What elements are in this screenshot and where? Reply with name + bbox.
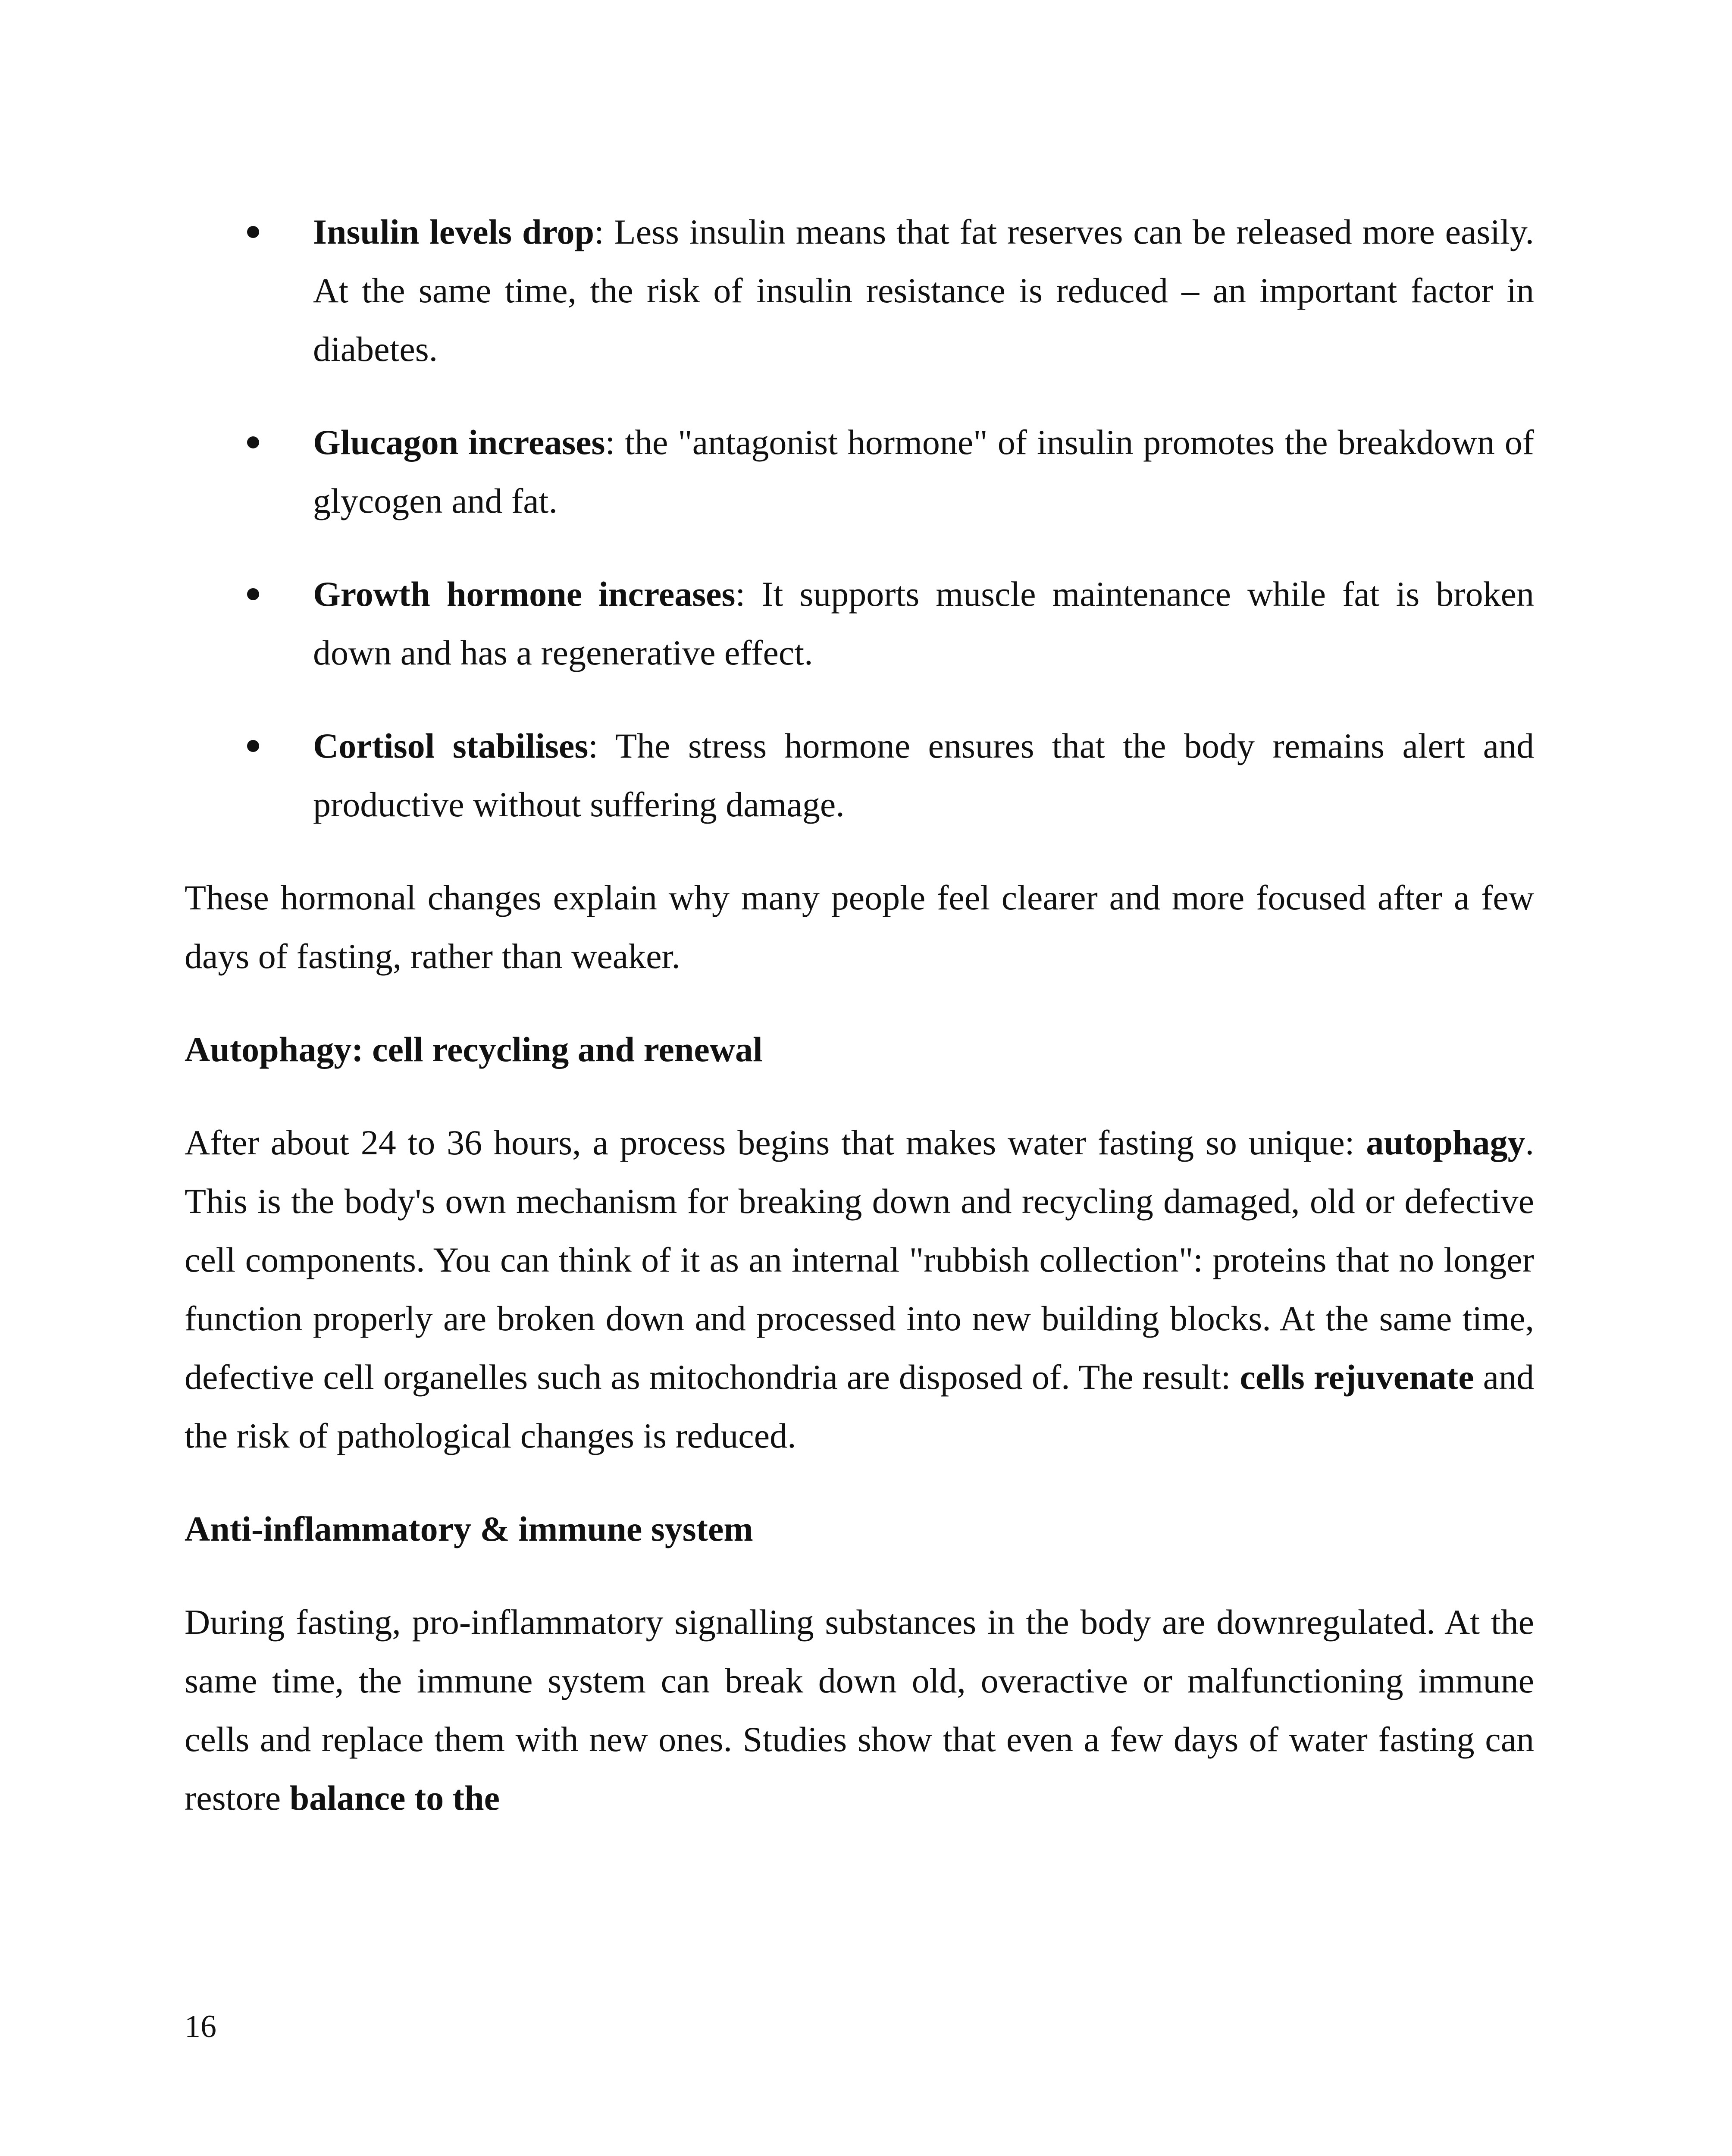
bullet-icon [247, 226, 259, 238]
immune-paragraph [185, 1593, 1534, 1827]
autophagy-text-1: After about 24 to 36 hours, a process begins that makes water fasting so unique: [185, 1123, 1366, 1162]
bullet-term: Insulin levels drop [313, 212, 595, 251]
bullet-icon [247, 436, 259, 448]
bullet-text: : Less insulin means that fat reserves can be released more easily. At the same time, the risk of insulin resistance is reduced – an important factor in diabetes. [313, 212, 1535, 369]
autophagy-bold-2: cells rejuvenate [1240, 1357, 1474, 1397]
bullet-insulin [185, 203, 1534, 379]
bullet-text: : The stress hormone ensures that the body remains alert and productive without suffering damage. [313, 726, 1534, 824]
autophagy-text-3: and the risk of pathological changes is reduced. [185, 1357, 1534, 1455]
bullet-text: : It supports muscle maintenance while fat is broken down and has a regenerative effect. [313, 574, 1534, 672]
immune-heading: Anti-inflammatory & immune system [185, 1509, 753, 1548]
page-content [185, 203, 1534, 1862]
hormone-bullet-list [185, 203, 1534, 834]
immune-text-1: During fasting, pro-inflammatory signalling substances in the body are downregulated. At the same time, the immune system can break down old, overactive or malfunctioning immune cells and replace them with new ones. Studies show that even a few days of water fasting can restore [185, 1602, 1534, 1818]
autophagy-paragraph [185, 1113, 1534, 1465]
bullet-icon [247, 740, 259, 752]
autophagy-heading: Autophagy: cell recycling and renewal [185, 1030, 763, 1069]
bullet-term: Glucagon increases [313, 423, 605, 462]
bullet-term: Cortisol stabilises [313, 726, 589, 765]
bullet-glucagon [185, 413, 1534, 530]
bullet-growth-hormone [185, 565, 1534, 682]
autophagy-text-2: . This is the body's own mechanism for breaking down and recycling damaged, old or defective cell components. You can think of it as an internal "rubbish collection": proteins that no longer function properly are broken down and processed into new building blocks. At the same time, defective cell organelles such as mitochondria are disposed of. The result: [185, 1123, 1534, 1397]
immune-bold-1: balance to the [289, 1778, 500, 1818]
bullet-term: Growth hormone increases [313, 574, 736, 614]
autophagy-bold-1: autophagy [1366, 1123, 1525, 1162]
bullet-text: : the "antagonist hormone" of insulin promotes the breakdown of glycogen and fat. [313, 423, 1534, 520]
page-number: 16 [185, 2009, 216, 2044]
bullet-cortisol [185, 717, 1534, 834]
bullet-icon [247, 588, 259, 600]
summary-paragraph: These hormonal changes explain why many people feel clearer and more focused after a few days of fasting, rather than weaker. [185, 878, 1534, 976]
